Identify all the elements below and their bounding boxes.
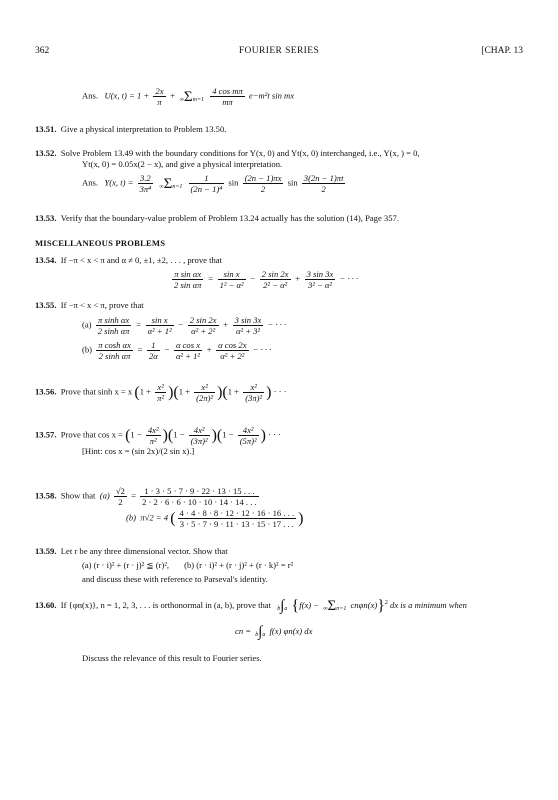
problem-13-55: 13.55. If −π < x < π, prove that: [35, 300, 144, 310]
equation-13-55b: (b) $\frac{\text{π cosh αx}}{\text{2 sinh απ}}$ = $\frac{1}{2\alpha}$ − $\frac{\text{α cos x}}{\text{α² + 1²}}$ + $\frac{\text{α cos 2x}}{\text{α² + 2²}}$ − · · ·: [82, 340, 272, 361]
problem-13-59-line3: and discuss these with reference to Parseval's identity.: [82, 574, 268, 584]
problem-13-59-parts: (a) (r · i)² + (r · j)² ≦ (r)², (b) (r · i)² + (r · j)² + (r · k)² = r²: [82, 560, 294, 570]
problem-13-58b: (b) π√2 = 4 ( $\frac{4 \cdot 4 \cdot 8 \cdot 8 \cdot 12 \cdot 12 \cdot 16 \cdot 16 . . .}{3 \cdot 5 \cdot 7 \cdot 9 \cdot 11 \cdot 13 \cdot 15 \cdot 17 . . .}$ ): [126, 508, 304, 529]
problem-13-58a: 13.58. Show that (a) $\frac{√2}{2}$ = $\frac{1 \cdot 3 \cdot 5 \cdot 7 \cdot 9 \cdot 22 \cdot 13 \cdot 15 . . .}{2 \cdot 2 \cdot 6 \cdot 6 \cdot 10 \cdot 10 \cdot 14 \cdot 14 . . .}$: [35, 486, 257, 507]
answer-13-50: Ans. U(x, t) = 1 + $\frac{2x}{\pi}$ + ∞Σm=1 $\frac{\text{4 cos mπ}}{m\pi}$ e−m²t sin mx: [82, 86, 295, 107]
problem-13-60-last: Discuss the relevance of this result to Fourier series.: [82, 653, 262, 663]
problem-13-57: 13.57. Prove that cos x = (1 − $\frac{\text{4x²}}{\text{π²}}$ )(1 − $\frac{\text{4x²}}{\text{(3π)²}}$ )(1 − $\frac{\text{4x²}}{\text{(5π)²}}$ ) · · ·: [35, 425, 281, 446]
hint-13-57: [Hint: cos x = (sin 2x)/(2 sin x).]: [82, 446, 195, 456]
problem-13-60: 13.60. If {φn(x)}, n = 1, 2, 3, . . . is orthonormal in (a, b), prove that b∫a {f(x) − ∞Σn=1 cnφn(x)}$^2$ dx is a minimum when: [35, 597, 467, 615]
problem-13-53: 13.53. Verify that the boundary-value problem of Problem 13.24 actually has the solution (14), Page 357.: [35, 213, 399, 223]
problem-13-52-line1: 13.52. Solve Problem 13.49 with the boundary conditions for Y(x, 0) and Yt(x, 0) interchanged, i.e., Y(x, ) = 0,: [35, 148, 420, 158]
problem-13-51: 13.51. Give a physical interpretation to Problem 13.50.: [35, 124, 227, 134]
chapter-label: [CHAP. 13: [481, 46, 523, 56]
running-title: FOURIER SERIES: [238, 46, 320, 56]
ans1-frac2: $\frac{\text{4 cos mπ}}{m\pi}$: [212, 86, 243, 107]
page-header: [35, 46, 523, 58]
page-number: 362: [35, 46, 50, 56]
answer-13-52: Ans. Y(x, t) = $\frac{3.2}{\text{3π⁴}}$ ∞Σn=1 $\frac{1}{\text{(2n − 1)⁴}}$ sin $\frac{(2n - 1)\pi x}{2}$ sin $\frac{3(2n - 1)\pi t}{2}$: [82, 173, 344, 194]
ans1-sum: ∞Σm=1: [179, 88, 205, 105]
problem-13-54: 13.54. If −π < x < π and α ≠ 0, ±1, ±2, . . . , prove that: [35, 255, 222, 265]
problem-13-52-line2: Yt(x, 0) = 0.05x(2 − x), and give a physical interpretation.: [82, 159, 283, 169]
equation-13-55a: (a) $\frac{\text{π sinh αx}}{\text{2 sinh απ}}$ = $\frac{\text{sin x}}{\text{α² + 1²}}$ − $\frac{2 \sin 2x}{\text{α² + 2²}}$ + $\frac{3 \sin 3x}{\text{α² + 3²}}$ − · · ·: [82, 315, 287, 336]
problem-13-59: 13.59. Let r be any three dimensional vector. Show that: [35, 546, 228, 556]
problem-13-56: 13.56. Prove that sinh x = x (1 + $\frac{\text{x²}}{\text{π²}}$ )(1 + $\frac{\text{x²}}{\text{(2π)²}}$ )(1 + $\frac{\text{x²}}{\text{(3π)²}}$ ) · · ·: [35, 382, 287, 403]
ans1-frac1: $\frac{2x}{\pi}$: [155, 86, 164, 107]
equation-13-60-cn: cn = b∫a f(x) φn(x) dx: [235, 624, 313, 640]
ans1-tail: e−m²t sin mx: [248, 90, 295, 101]
ans1-lhs: U(x, t) = 1 +: [104, 90, 150, 101]
ans-label: Ans.: [82, 90, 98, 101]
equation-13-54: $\frac{\text{π sin αx}}{\text{2 sin απ}}$ = $\frac{\text{sin x}}{\text{1² − α²}}$ − $\frac{2 \sin 2x}{\text{2² − α²}}$ + $\frac{3 \sin 3x}{\text{3² − α²}}$ − · · ·: [174, 269, 359, 290]
section-title: MISCELLANEOUS PROBLEMS: [35, 238, 166, 248]
